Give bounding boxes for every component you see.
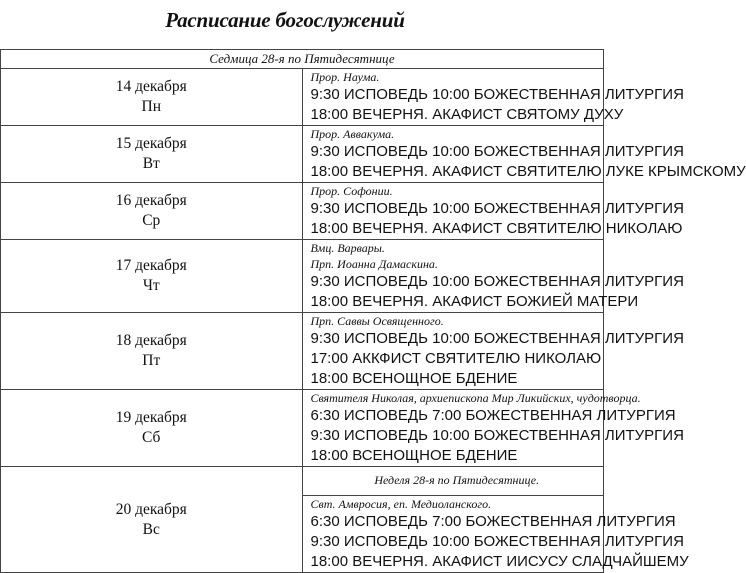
saint-commemoration: Прор. Аввакума. [310, 127, 395, 141]
service-line: 9:30 ИСПОВЕДЬ 10:00 БОЖЕСТВЕННАЯ ЛИТУРГИЯ [310, 273, 684, 290]
weekday-label: Чт [142, 277, 160, 294]
service-line: 18:00 ВЕЧЕРНЯ. АКАФИСТ ИИСУСУ СЛАДЧАЙШЕМУ [310, 553, 689, 570]
service-line: 18:00 ВЕЧЕРНЯ. АКАФИСТ БОЖИЕЙ МАТЕРИ [310, 293, 639, 310]
service-line: 9:30 ИСПОВЕДЬ 10:00 БОЖЕСТВЕННАЯ ЛИТУРГИЯ [310, 330, 684, 347]
entries-cell [302, 313, 684, 390]
service-line: 9:30 ИСПОВЕДЬ 10:00 БОЖЕСТВЕННАЯ ЛИТУРГИЯ [310, 200, 684, 217]
day-row [1, 183, 604, 240]
saint-commemoration: Святителя Николая, архиепископа Мир Ликийских, чудотворца. [310, 391, 641, 405]
date-cell [1, 69, 303, 126]
entries-cell [302, 240, 684, 313]
date-label: 20 декабря [115, 500, 187, 518]
saint-commemoration: Прп. Саввы Освященного. [310, 314, 444, 328]
date-label: 16 декабря [115, 192, 187, 209]
service-line: 6:30 ИСПОВЕДЬ 7:00 БОЖЕСТВЕННАЯ ЛИТУРГИЯ [310, 513, 676, 530]
service-line: 17:00 АККФИСТ СВЯТИТЕЛЮ НИКОЛАЮ [310, 350, 602, 367]
week-header-row [1, 50, 604, 69]
weekday-label: Пт [142, 352, 161, 369]
day-row [1, 313, 604, 390]
service-line: 9:30 ИСПОВЕДЬ 10:00 БОЖЕСТВЕННАЯ ЛИТУРГИЯ [310, 427, 684, 444]
weekday-label: Сб [142, 429, 161, 446]
service-line: 18:00 ВЕЧЕРНЯ. АКАФИСТ СВЯТОМУ ДУХУ [310, 106, 624, 123]
service-line: 9:30 ИСПОВЕДЬ 10:00 БОЖЕСТВЕННАЯ ЛИТУРГИЯ [310, 86, 684, 103]
date-cell [1, 390, 303, 467]
weekday-label: Вт [142, 155, 160, 172]
day-row [1, 240, 604, 313]
entries-cell [302, 126, 746, 183]
entries-cell [302, 69, 684, 126]
entries-cell [302, 183, 684, 240]
saint-commemoration: Вмц. Варвары. [310, 241, 385, 255]
page-title: Расписание богослужений [165, 8, 405, 32]
date-label: 18 декабря [115, 332, 187, 349]
weekday-label: Ср [142, 212, 161, 229]
service-line: 18:00 ВЕЧЕРНЯ. АКАФИСТ СВЯТИТЕЛЮ ЛУКЕ КРЫМСКОМУ [310, 163, 746, 180]
service-line: 9:30 ИСПОВЕДЬ 10:00 БОЖЕСТВЕННАЯ ЛИТУРГИЯ [310, 143, 684, 160]
day-row [1, 69, 604, 126]
date-cell [1, 467, 303, 573]
day-row [1, 390, 604, 467]
saint-commemoration: Прор. Наума. [310, 70, 380, 84]
date-cell [1, 126, 303, 183]
saint-commemoration: Прп. Иоанна Дамаскина. [310, 257, 438, 271]
service-line: 18:00 ВЕЧЕРНЯ. АКАФИСТ СВЯТИТЕЛЮ НИКОЛАЮ [310, 220, 683, 237]
week-header: Седмица 28-я по Пятидесятнице [1, 50, 604, 69]
date-label: 17 декабря [115, 257, 187, 274]
entries-cell [302, 467, 689, 573]
day-row [1, 467, 604, 573]
date-cell [1, 313, 303, 390]
service-line: 18:00 ВСЕНОЩНОЕ БДЕНИЕ [310, 370, 518, 387]
schedule-table [0, 49, 746, 573]
date-label: 19 декабря [115, 409, 187, 426]
service-line: 18:00 ВСЕНОЩНОЕ БДЕНИЕ [310, 447, 518, 464]
date-label: 15 декабря [115, 135, 187, 152]
weekday-label: Пн [141, 98, 161, 115]
saint-commemoration: Свт. Амвросия, еп. Медиоланского. [310, 497, 492, 511]
date-label: 14 декабря [115, 78, 187, 95]
day-row [1, 126, 604, 183]
saint-commemoration: Прор. Софонии. [310, 184, 393, 198]
service-line: 9:30 ИСПОВЕДЬ 10:00 БОЖЕСТВЕННАЯ ЛИТУРГИЯ [310, 533, 684, 550]
date-cell [1, 240, 303, 313]
entries-cell [302, 390, 684, 467]
service-line: 6:30 ИСПОВЕДЬ 7:00 БОЖЕСТВЕННАЯ ЛИТУРГИЯ [310, 407, 676, 424]
date-cell [1, 183, 303, 240]
weekday-label: Вс [142, 520, 160, 538]
week-note: Неделя 28-я по Пятидесятнице. [303, 467, 604, 496]
